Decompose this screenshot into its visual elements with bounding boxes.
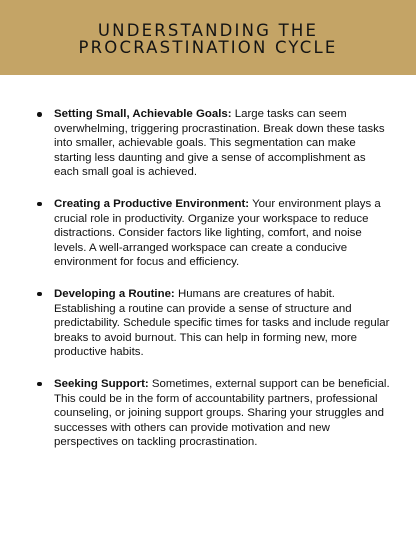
list-item-environment xyxy=(36,197,392,270)
title-line-2: PROCRASTINATION CYCLE xyxy=(78,38,338,57)
content-area xyxy=(0,75,416,450)
item-text: Your environment plays a crucial role in productivity. Organize your workspace to reduce distractions. Consider factors like lighting, comfort, and noise levels. A well-arranged workspace can create a conducive environment for focus and efficiency. xyxy=(54,197,381,269)
bullet-icon xyxy=(37,292,42,297)
tips-list xyxy=(36,107,392,450)
item-term: Creating a Productive Environment: xyxy=(54,197,250,210)
bullet-icon xyxy=(37,202,42,207)
item-term: Seeking Support: xyxy=(54,377,149,390)
page-title xyxy=(0,22,416,56)
title-line-1: UNDERSTANDING THE xyxy=(97,21,319,40)
item-term: Setting Small, Achievable Goals: xyxy=(54,108,232,120)
item-text: Large tasks can seem overwhelming, triggering procrastination. Break down these tasks into smaller, achievable goals. This segmentation can make starting less daunting and give a sense of accomplishment as each small goal is achieved. xyxy=(54,108,385,179)
item-text: Humans are creatures of habit. Establishing a routine can provide a sense of structure and predictability. Schedule specific times for tasks and include regular breaks to avoid burnout. This can help in forming new, more productive habits. xyxy=(54,287,390,359)
list-item-routine xyxy=(36,287,392,360)
bullet-icon xyxy=(37,382,42,387)
item-text: Sometimes, external support can be beneficial. This could be in the form of accountability partners, professional counseling, or joining support groups. Sharing your struggles and successes with others can provide motivation and new perspectives on tackling procrastination. xyxy=(54,377,390,449)
list-item-support xyxy=(36,377,392,450)
header-band xyxy=(0,0,416,75)
bullet-icon xyxy=(37,112,42,117)
item-term: Developing a Routine: xyxy=(54,287,175,300)
list-item-goals xyxy=(36,107,392,180)
